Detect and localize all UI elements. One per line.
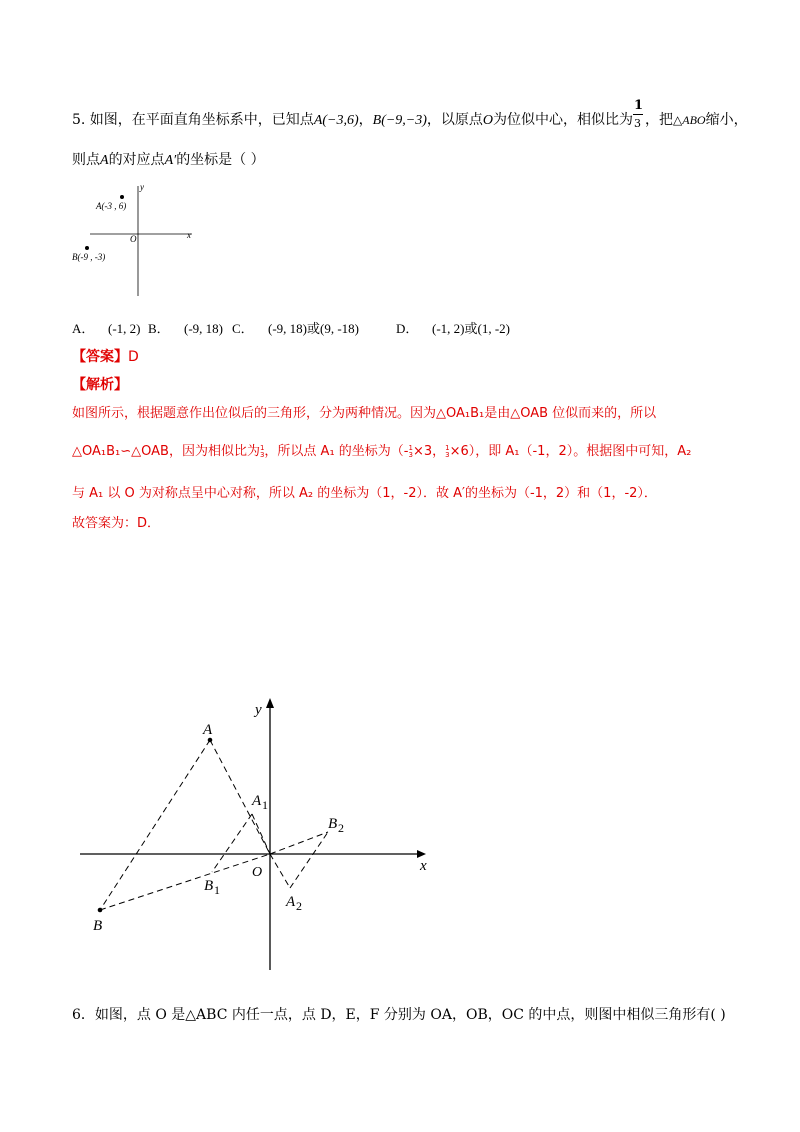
triangle-abo: △ABO: [673, 113, 706, 127]
label-b1-letter: B: [204, 878, 214, 894]
q5-text: ，以原点: [426, 112, 483, 128]
label-a1-letter: A: [252, 793, 262, 809]
large-x-label: x: [420, 858, 427, 874]
q5-text: 则点: [72, 152, 100, 168]
analysis-line3: 与 A₁ 以 O 为对称点呈中心对称，所以 A₂ 的坐标为（1，-2）．故 A′的坐标为（-1，2）和（1，-2）．: [72, 486, 657, 501]
small-point-a: [120, 195, 124, 199]
option-d-text[interactable]: (-1, 2)或(1, -2): [432, 321, 510, 336]
analysis-label: 【解析】: [72, 377, 128, 393]
triangle-oa1b1: [212, 814, 270, 872]
fraction-numerator: 1: [445, 443, 450, 452]
point-a-prime: A′: [164, 153, 177, 168]
answer-line: [72, 346, 139, 366]
label-a2-sub: 2: [296, 899, 302, 913]
answer-label: 【答案】: [72, 349, 128, 365]
label-b2-letter: B: [328, 816, 338, 832]
option-c-text[interactable]: (-9, 18)或(9, -18): [268, 321, 359, 336]
q5-text: 为位似中心，相似比为: [493, 112, 634, 128]
small-point-a-label: A(-3 , 6): [96, 201, 127, 211]
ratio-denominator: 3: [634, 117, 642, 130]
small-y-label: y: [140, 182, 144, 192]
analysis-text: △OA₁B₁∽△OAB，因为相似比为: [72, 444, 260, 459]
analysis-text: ×3，: [412, 444, 446, 459]
option-a-text[interactable]: (-1, 2): [108, 321, 141, 336]
label-b: B: [93, 918, 103, 934]
small-point-b: [85, 246, 89, 250]
option-b-letter[interactable]: B．: [148, 321, 170, 336]
point-a: A: [100, 153, 109, 168]
option-d-letter[interactable]: D．: [396, 321, 419, 336]
triangle-oa2b2: [270, 832, 328, 888]
analysis-text: ×6），即 A₁（-1，2）。根据图中可知，A₂: [449, 444, 692, 459]
q5-text: 5. 如图，在平面直角坐标系中，已知点: [72, 112, 314, 128]
fraction-denominator: 3: [408, 450, 413, 459]
answer-value: D: [128, 349, 139, 365]
q5-text: 的对应点: [108, 152, 165, 168]
label-b2-sub: 2: [338, 821, 344, 835]
label-a1: [251, 793, 268, 812]
small-coordinate-figure: [70, 176, 200, 300]
q5-line2: [72, 150, 265, 171]
analysis-line2: [72, 442, 691, 462]
large-coordinate-figure: [60, 690, 440, 980]
x-axis-arrow-icon: [417, 850, 426, 858]
q5-line1: [72, 98, 748, 131]
q5-text: 的坐标是（ ）: [176, 152, 265, 168]
small-origin-label: O: [130, 234, 137, 244]
y-axis-arrow-icon: [266, 698, 274, 708]
large-point-b: [98, 908, 103, 913]
large-origin-label: O: [252, 865, 263, 880]
analysis-line1: 如图所示，根据题意作出位似后的三角形，分为两种情况。因为△OA₁B₁是由△OAB 位似而来的，所以: [72, 406, 657, 421]
label-a2: [285, 894, 302, 913]
separator: ，: [358, 112, 373, 128]
q5-text: ，把: [645, 112, 674, 128]
origin-o: O: [482, 113, 494, 128]
label-b1-sub: 1: [214, 883, 220, 897]
small-x-label: x: [187, 230, 191, 240]
option-b-text[interactable]: (-9, 18): [184, 321, 223, 336]
q5-options: [72, 318, 510, 337]
ratio-fraction: [633, 98, 645, 130]
option-c-letter[interactable]: C．: [232, 321, 254, 336]
label-a2-letter: A: [286, 894, 296, 910]
option-a-letter[interactable]: A．: [72, 321, 95, 336]
analysis-text: ，所以点 A₁ 的坐标为（-: [264, 444, 409, 459]
large-y-label: y: [255, 702, 262, 718]
fraction-denominator: 3: [445, 450, 450, 459]
q6-text: 6．如图，点 O 是△ABC 内任一点，点 D，E，F 分别为 OA，OB，OC 的中点，则图中相似三角形有( ): [72, 1007, 726, 1023]
large-point-a: [208, 738, 213, 743]
point-a-coord: A(−3,6): [313, 113, 359, 128]
ratio-numerator: 1: [634, 98, 644, 113]
label-a1-sub: 1: [262, 798, 268, 812]
label-b2: [328, 816, 344, 835]
analysis-line4: 故答案为：D．: [72, 516, 161, 531]
fraction-numerator: 1: [259, 443, 265, 452]
fraction-denominator: 3: [259, 450, 265, 459]
label-a: A: [203, 722, 213, 738]
point-b-coord: B(−9,−3): [372, 113, 427, 128]
label-b1: [204, 878, 220, 897]
fraction-numerator: 1: [408, 443, 413, 452]
small-point-b-label: B(-9 , -3): [72, 252, 106, 262]
q5-text: 缩小，: [705, 112, 748, 128]
